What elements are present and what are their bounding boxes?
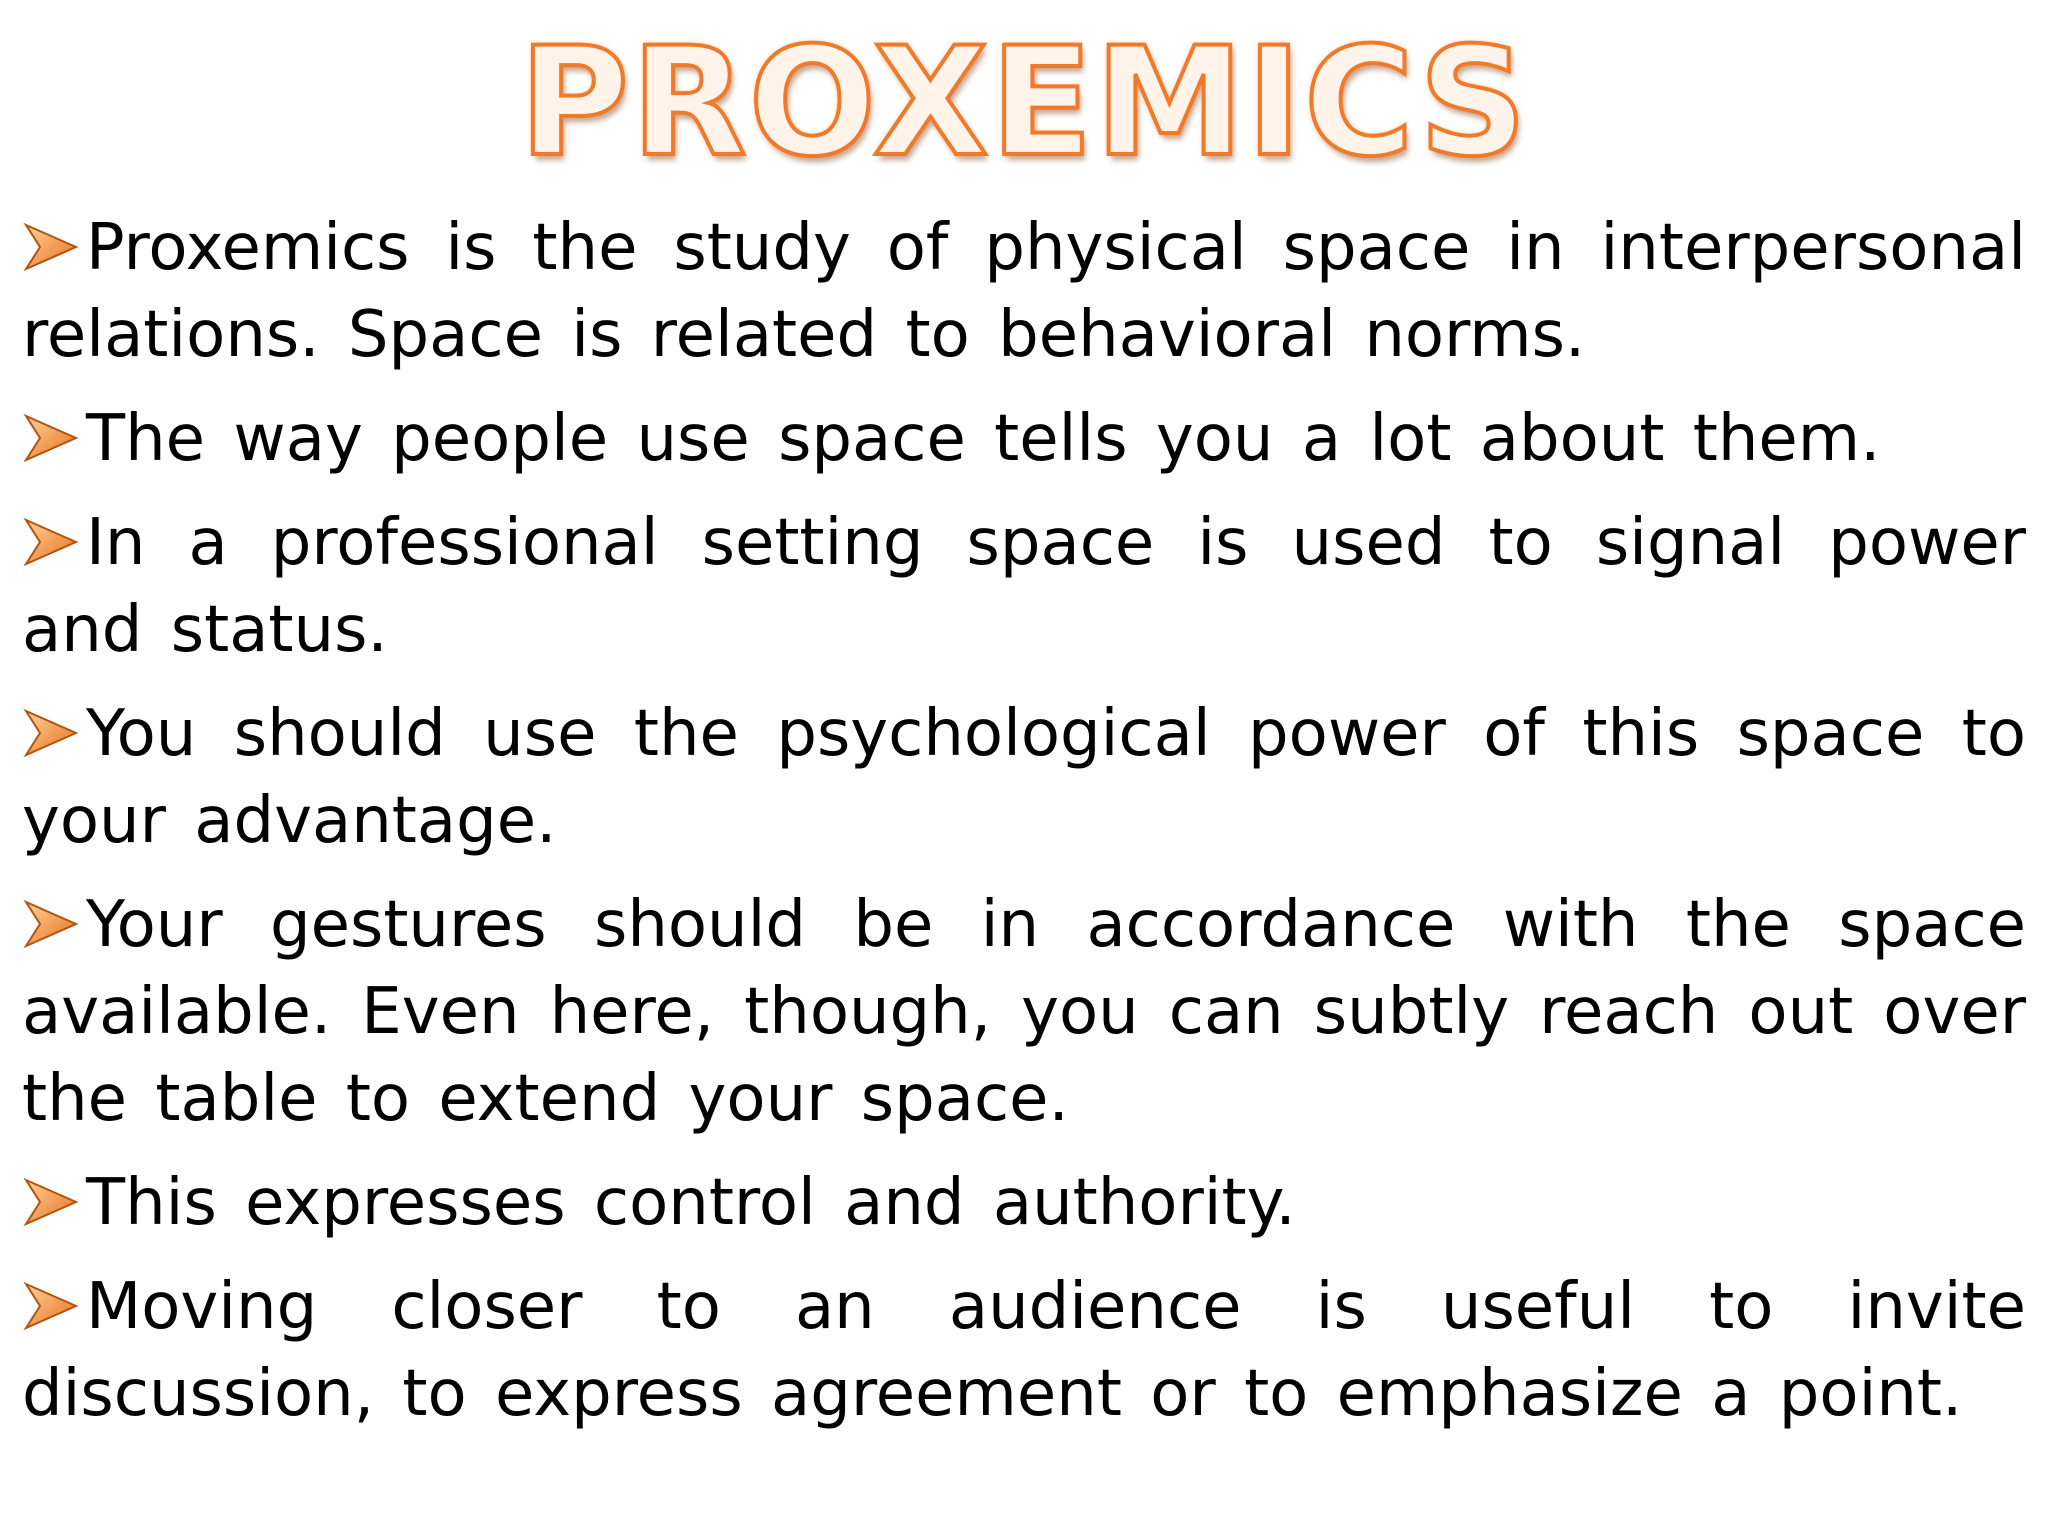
list-item: [22, 1264, 2026, 1438]
list-item: [22, 500, 2026, 674]
list-item-text: Proxemics is the study of physical space in interpersonal relations. Space is related to behavioral norms.: [22, 211, 2026, 372]
list-item-text: You should use the psychological power of this space to your advantage.: [22, 697, 2026, 858]
arrow-bullet-icon: [22, 410, 80, 466]
arrow-bullet-icon: [22, 896, 80, 952]
arrow-bullet-icon: [22, 1278, 80, 1334]
arrow-bullet-icon: [22, 705, 80, 761]
list-item-text: This expresses control and authority.: [86, 1166, 1296, 1240]
arrow-bullet-icon: [22, 514, 80, 570]
list-item-text: Your gestures should be in accordance with the space available. Even here, though, you can subtly reach out over the table to extend your space.: [22, 888, 2026, 1136]
arrow-bullet-icon: [22, 219, 80, 275]
list-item: [22, 691, 2026, 865]
list-item: [22, 882, 2026, 1143]
bullet-list: [22, 205, 2026, 1455]
list-item-text: The way people use space tells you a lot about them.: [86, 402, 1881, 476]
list-item-text: Moving closer to an audience is useful to invite discussion, to express agreement or to emphasize a point.: [22, 1270, 2026, 1431]
arrow-bullet-icon: [22, 1174, 80, 1230]
list-item: [22, 1160, 2026, 1247]
list-item: [22, 396, 2026, 483]
list-item: [22, 205, 2026, 379]
list-item-text: In a professional setting space is used to signal power and status.: [22, 506, 2026, 667]
slide-title: PROXEMICS: [519, 16, 1529, 190]
